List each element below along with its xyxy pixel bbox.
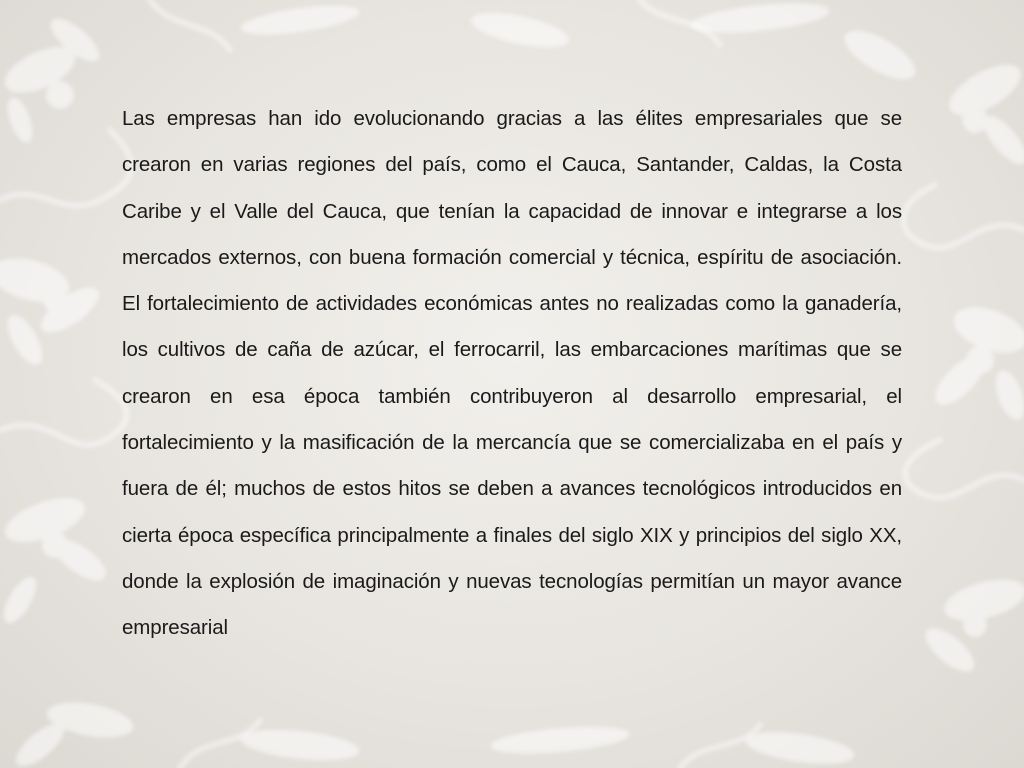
slide-body-text: Las empresas han ido evolucionando gracias a las élites empresariales que se crearon en varias regiones del país, como el Cauca, Santander, Caldas, la Costa Caribe y el Valle del Cauca, que tenían la capacidad de innovar e integrarse a los mercados externos, con buena formación comercial y técnica, espíritu de asociación. El fortalecimiento de actividades económicas antes no realizadas como la ganadería, los cultivos de caña de azúcar, el ferrocarril, las embarcaciones marítimas que se crearon en esa época también contribuyeron al desarrollo empresarial, el fortalecimiento y la masificación de la mercancía que se comercializaba en el país y fuera de él; muchos de estos hitos se deben a avances tecnológicos introducidos en cierta época específica principalmente a finales del siglo XIX y principios del siglo XX, donde la explosión de imaginación y nuevas tecnologías permitían un mayor avance empresarial — [122, 107, 902, 640]
